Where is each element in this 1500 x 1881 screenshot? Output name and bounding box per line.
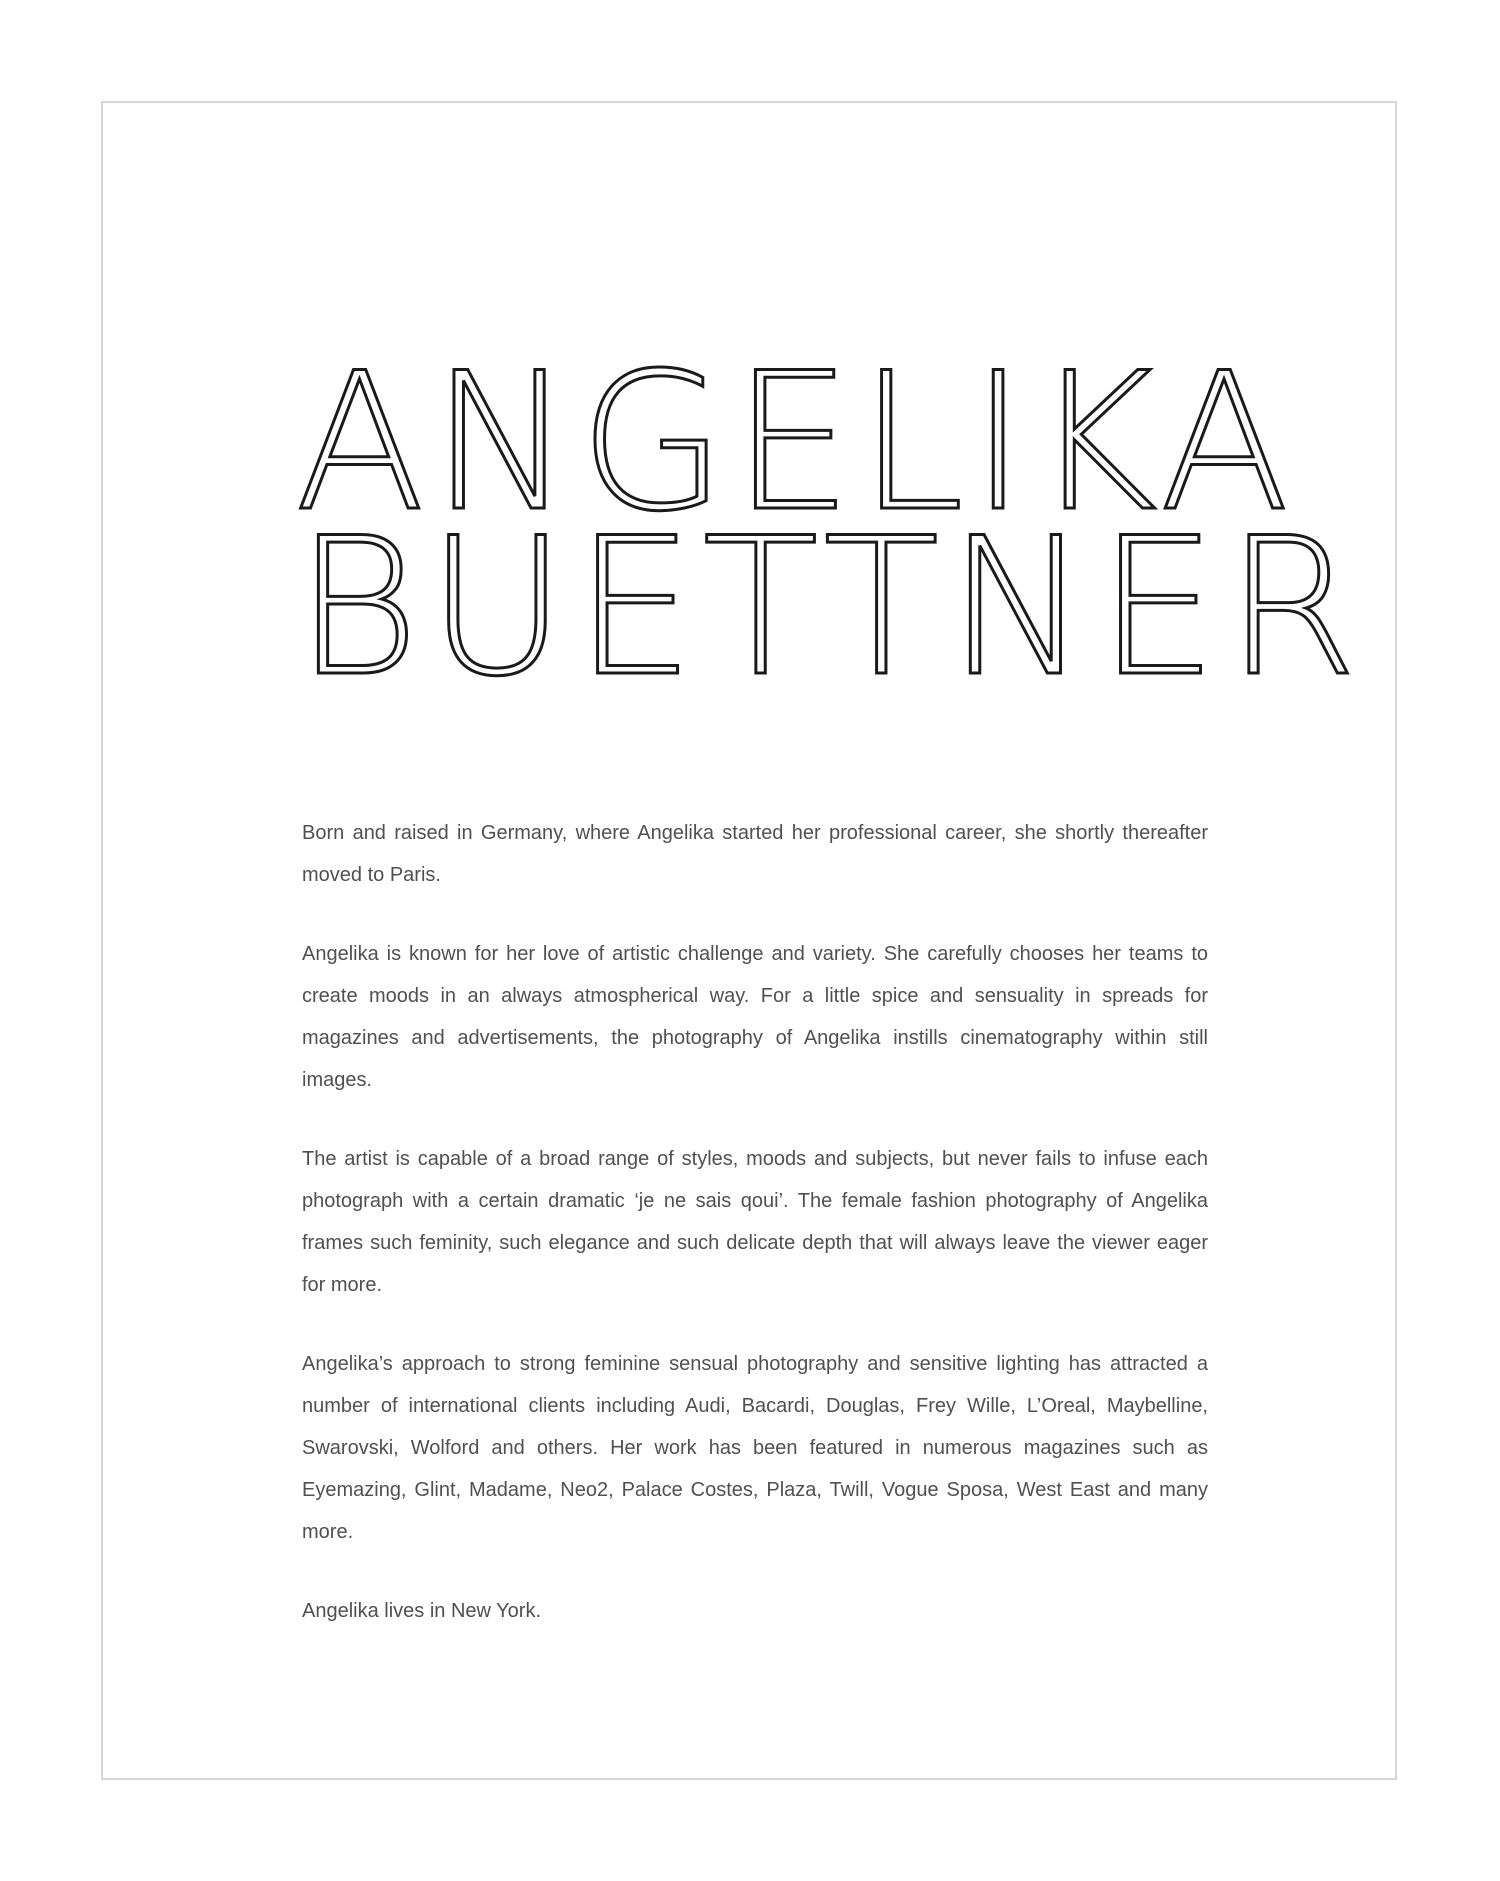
bio-paragraph-range: The artist is capable of a broad range of styles, moods and subjects, but never fails to infuse each photograph with a certain dramatic ‘je ne sais qoui’. The female fashion photography of Angelika frames such feminity, such elegance and such delicate depth that will always leave the viewer eager for more. [302,1148,1208,1296]
artist-first-name: ANGELIKA [295,332,1296,553]
bio-paragraph-style: Angelika is known for her love of artistic challenge and variety. She carefully chooses her teams to create moods in an always atmospherical way. For a little spice and sensuality in spreads for magazines and advertisements, the photography of Angelika instills cinematography within still images. [302,943,1208,1091]
artist-name-title [295,332,1366,718]
artist-last-name: BUETTNER [295,497,1366,718]
bio-paragraph-clients: Angelika’s approach to strong feminine sensual photography and sensitive lighting has attracted a number of international clients including Audi, Bacardi, Douglas, Frey Wille, L’Oreal, Maybelline, Swarovski, Wolford and others. Her work has been featured in numerous magazines such as Eyemazing, Glint, Madame, Neo2, Palace Costes, Plaza, Twill, Vogue Sposa, West East and many more. [302,1353,1208,1543]
bio-paragraph-residence: Angelika lives in New York. [302,1600,542,1622]
biography [302,812,1208,1669]
bio-paragraph-origin: Born and raised in Germany, where Angelika started her professional career, she shortly thereafter moved to Paris. [302,822,1208,886]
